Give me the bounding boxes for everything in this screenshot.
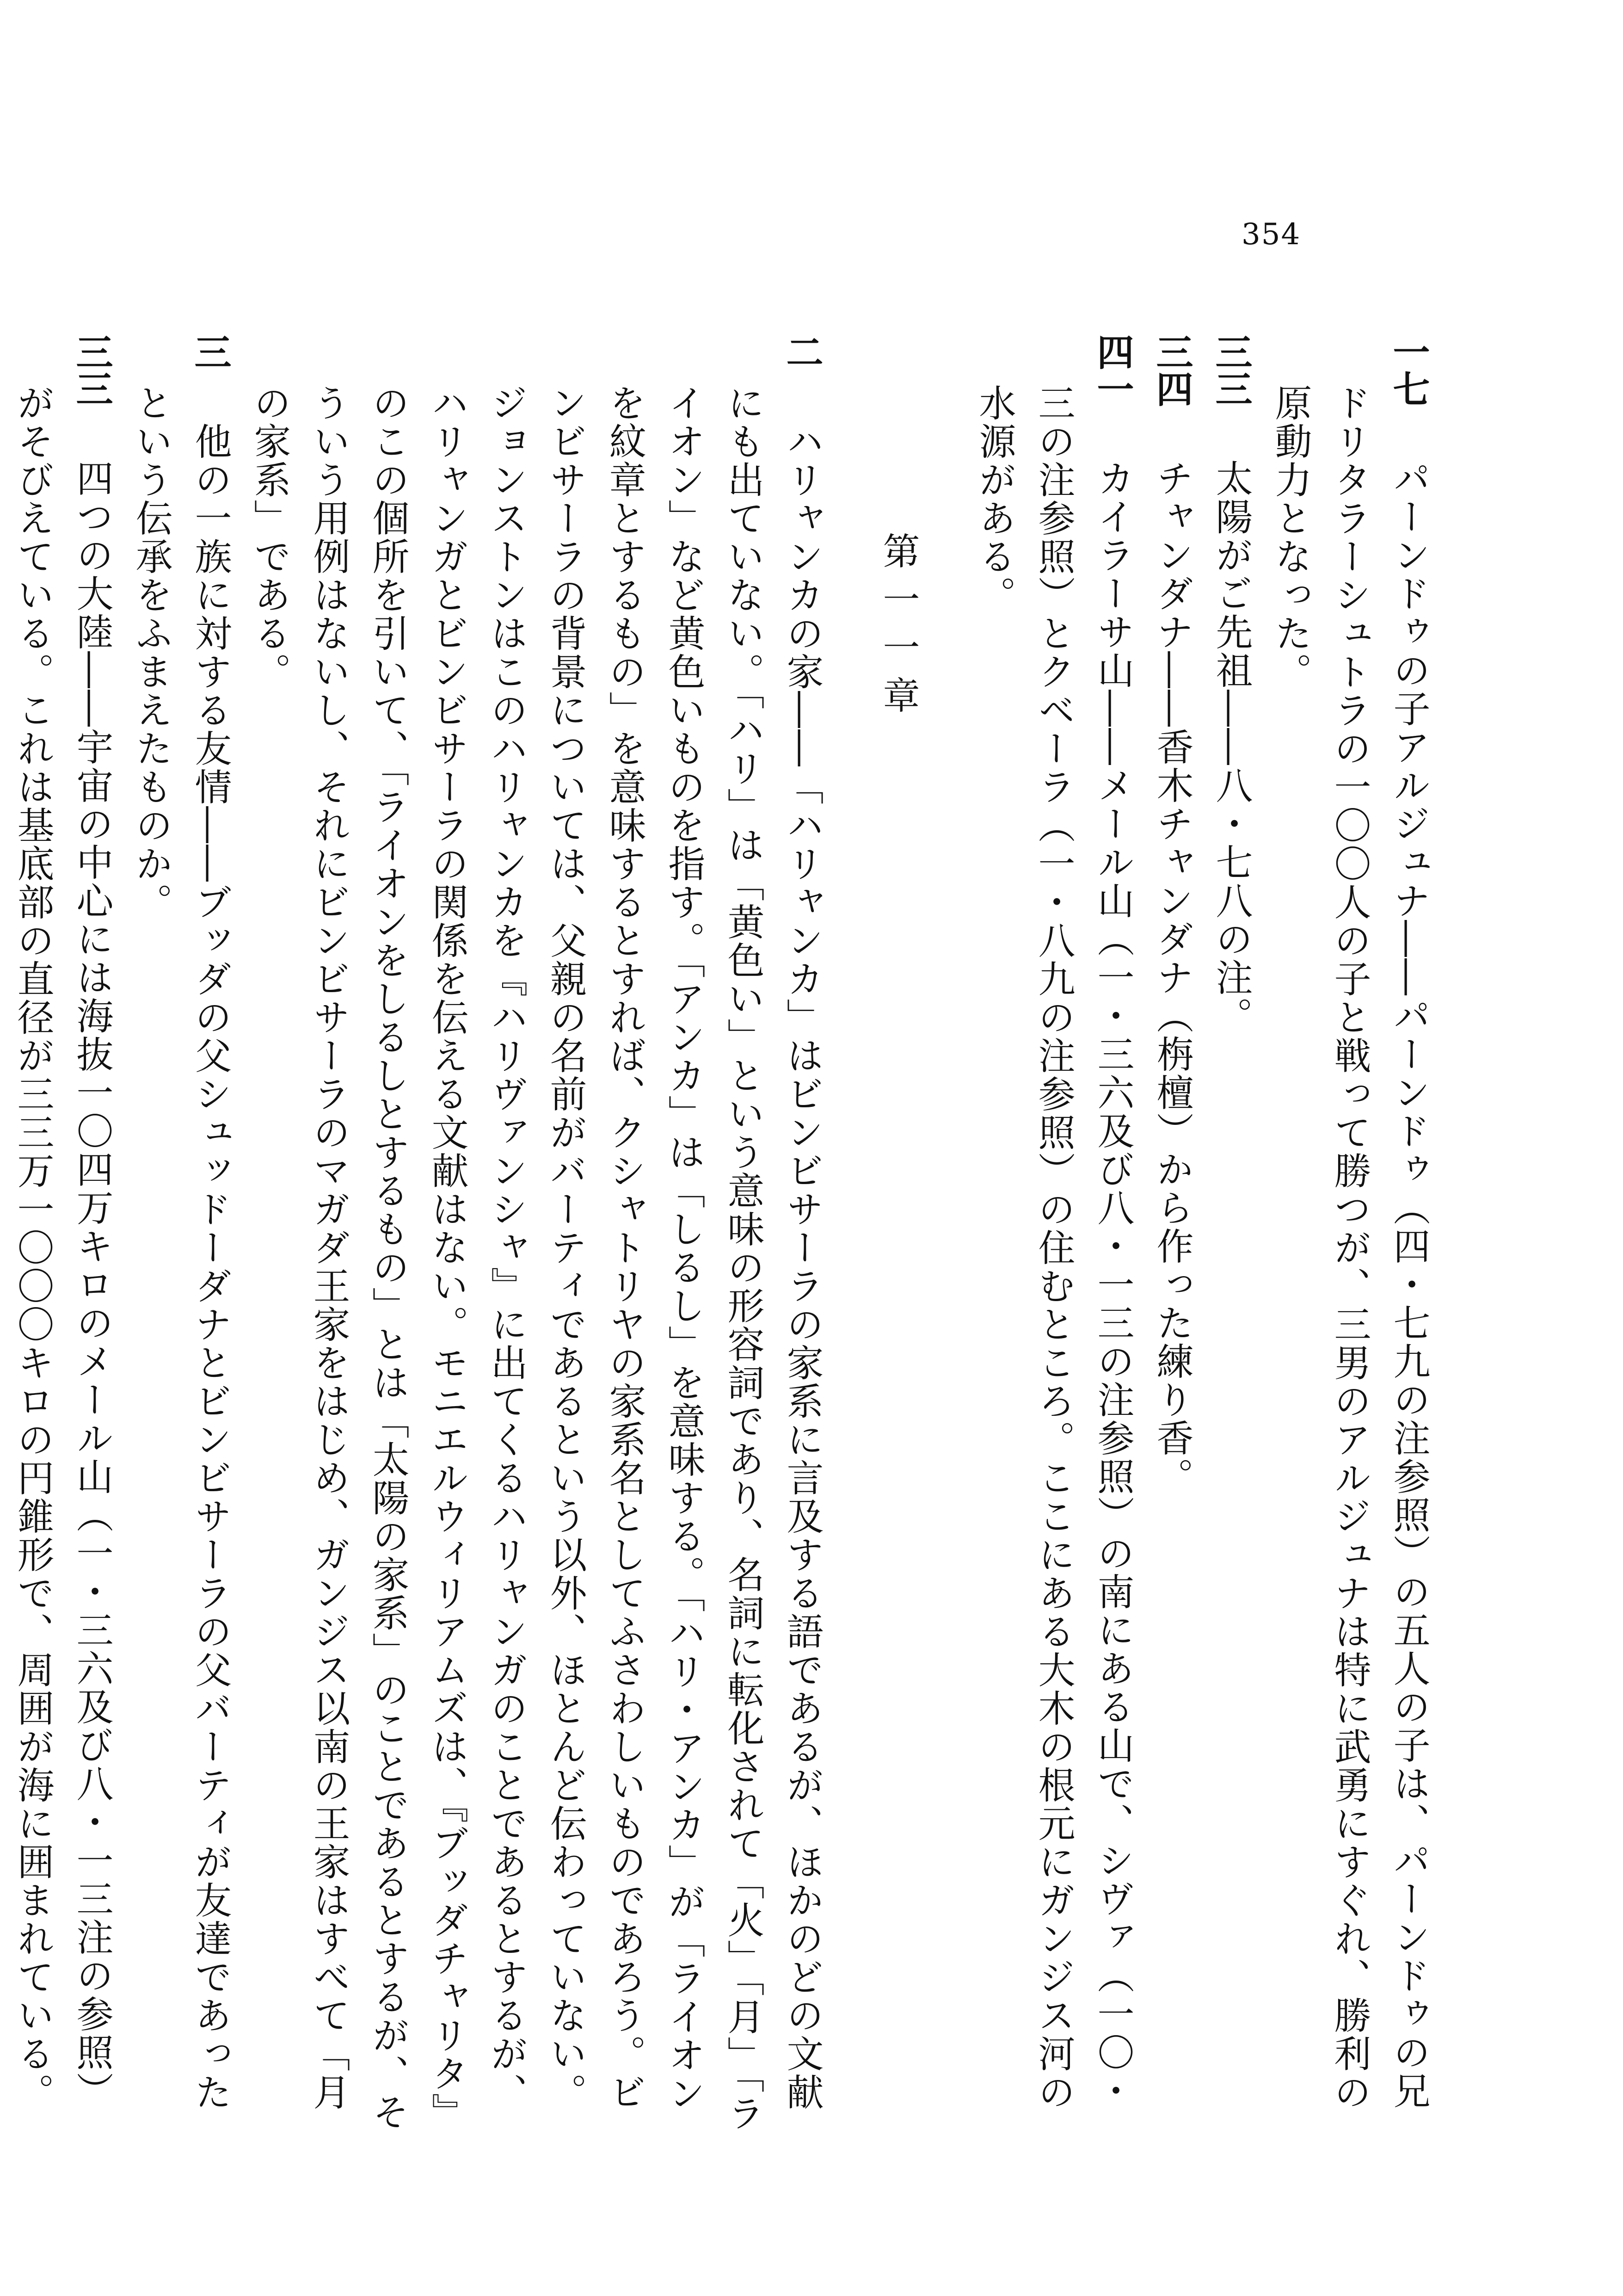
note-33 <box>1201 333 1260 2146</box>
note-number: 三三 <box>70 333 113 407</box>
note-34 <box>1142 333 1201 2146</box>
note-number: 一七 <box>1387 333 1430 407</box>
note-3 <box>121 333 240 2146</box>
note-text: チャンダナ――香木チャンダナ（栴檀）から作った練り香。 <box>1150 459 1193 1496</box>
note-2 <box>240 333 831 2146</box>
note-41 <box>965 333 1142 2146</box>
note-33-continents <box>0 333 121 2146</box>
note-text: カイラーサ山――メール山（一・三六及び八・一三の注参照）の南にある山で、シヴァ（一〇・三の注参照）とクベーラ（一・八九の注参照）の住むところ。ここにある大木の根元にガンジス河の水源がある。 <box>973 384 1134 2111</box>
note-text: 四つの大陸――宇宙の中心には海抜一〇四万キロのメール山（一・三六及び八・一三注の参照）がそびえている。これは基底部の直径が三三万一〇〇〇キロの円錐形で、周囲が海に囲まれている。 <box>11 384 113 2111</box>
note-17 <box>1260 333 1438 2146</box>
chapter-heading: 第一一章 <box>877 532 920 724</box>
note-number: 三四 <box>1150 333 1193 407</box>
note-number: 四一 <box>1091 333 1134 407</box>
notes-body <box>0 333 1438 2146</box>
note-text: 太陽がご先祖――八・七八の注。 <box>1210 459 1253 1035</box>
note-number: 三三 <box>1209 333 1253 407</box>
note-number: 二 <box>780 333 824 370</box>
note-number: 三 <box>188 333 232 370</box>
note-text: ハリャンカの家――「ハリャンカ」はビンビサーラの家系に言及する語であるが、ほかのどの文献にも出ていない。「ハリ」は「黄色い」という意味の形容詞であり、名詞に転化されて「火」「月」「ライオン」など黄色いものを指す。「アンカ」は「しるし」を意味する。「ハリ・アンカ」が「ライオンを紋章とするもの」を意味するとすれば、クシャトリヤの家系名としてふさわしいものであろう。ビンビサーラの背景については、父親の名前がバーティであるという以外、ほとんど伝わっていない。ジョンストンはこのハリャンカを『ハリヴァンシャ』に出てくるハリャンガのことであるとするが、ハリャンガとビンビサーラの関係を伝える文献はない。モニエルウィリアムズは、『ブッダチャリタ』のこの個所を引いて、「ライオンをしるしとするもの」とは「太陽の家系」のことであるとするが、そういう用例はないし、それにビンビサーラのマガダ王家をはじめ、ガンジス以南の王家はすべて「月の家系」である。 <box>248 384 824 2133</box>
page-number: 354 <box>1242 217 1301 252</box>
note-text: 他の一族に対する友情――ブッダの父シュッドーダナとビンビサーラの父バーティが友達であったという伝承をふまえたものか。 <box>129 384 232 2111</box>
note-text: パーンドゥの子アルジュナ――パーンドゥ（四・七九の注参照）の五人の子は、パーンドゥの兄ドリタラーシュトラの一〇〇人の子と戦って勝つが、三男のアルジュナは特に武勇にすぐれ、勝利の原動力となった。 <box>1269 384 1430 2111</box>
